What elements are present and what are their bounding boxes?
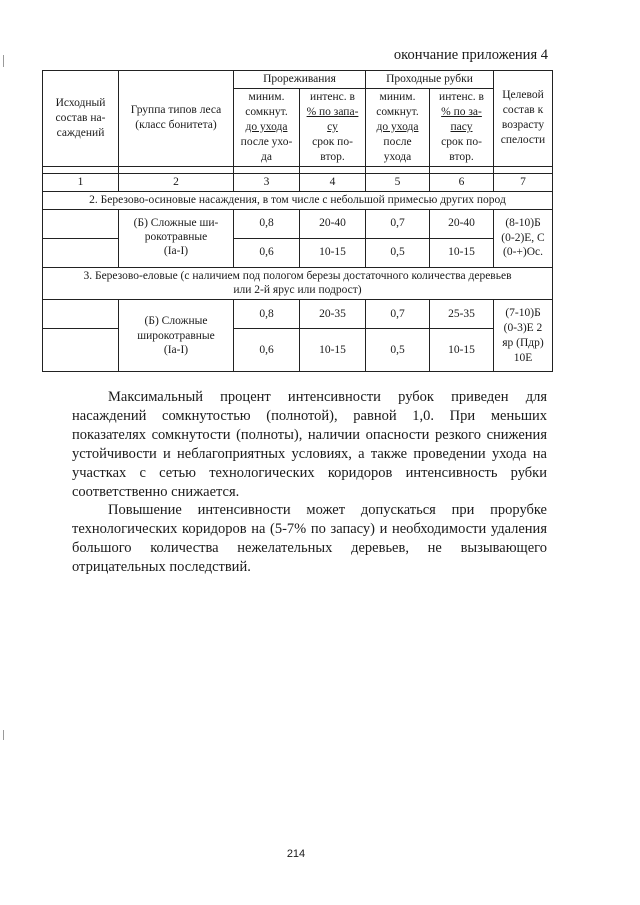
header-text-line: интенс. в bbox=[439, 90, 484, 103]
column-number: 6 bbox=[430, 173, 494, 191]
min-density-value: 0,8 bbox=[234, 300, 300, 329]
column-number: 3 bbox=[234, 173, 300, 191]
intensity-value: 25-35 bbox=[430, 300, 494, 329]
spacer-row bbox=[43, 166, 553, 173]
header-text-line: ухода bbox=[383, 150, 412, 163]
section-3-title bbox=[43, 267, 553, 300]
min-density-value: 0,5 bbox=[366, 238, 430, 267]
column-number: 1 bbox=[43, 173, 119, 191]
forest-type-cell bbox=[119, 300, 234, 372]
target-composition-cell bbox=[494, 209, 553, 267]
forest-type-line: широкотравные bbox=[137, 329, 215, 342]
forest-type-cell bbox=[119, 209, 234, 267]
target-line: (8-10)Б bbox=[505, 216, 541, 229]
intensity-value: 10-15 bbox=[300, 238, 366, 267]
section-title-row bbox=[43, 267, 553, 300]
table-row bbox=[43, 209, 553, 238]
intensity-value: 10-15 bbox=[300, 329, 366, 372]
header-text-line: после ухо- bbox=[240, 135, 293, 148]
header-initial-composition: Исходный состав на-саждений bbox=[43, 71, 119, 167]
forest-type-line: (Б) Сложные bbox=[144, 315, 208, 328]
table-row bbox=[43, 300, 553, 329]
column-number: 7 bbox=[494, 173, 553, 191]
section-2-title: 2. Березово-осиновые насаждения, в том числе с небольшой примесью других пород bbox=[43, 191, 553, 209]
paragraph: Максимальный процент интенсивности рубок приведен для насаждений сомкнутостью (полнотой), равной 1,0. При меньших показателях сомкнутости (полноты), наличии опасности резкого снижения устойчивости и неблагоприятных условиях, а также проведении ухода на участках с сетью технологических коридоров интенсивность рубки соответственно снижается. bbox=[72, 389, 547, 500]
header-text-line: втор. bbox=[449, 150, 474, 163]
header-min-density-passage bbox=[366, 88, 430, 166]
header-text-line: втор. bbox=[320, 150, 345, 163]
min-density-value: 0,8 bbox=[234, 209, 300, 238]
scan-margin-mark bbox=[3, 55, 4, 67]
empty-cell bbox=[43, 300, 119, 329]
header-thinning: Прореживания bbox=[234, 71, 366, 89]
target-line: 10Е bbox=[513, 351, 533, 364]
empty-cell bbox=[43, 209, 119, 238]
thinning-table bbox=[42, 70, 553, 372]
intensity-value: 20-40 bbox=[430, 209, 494, 238]
column-number: 5 bbox=[366, 173, 430, 191]
header-text-line: до ухода bbox=[376, 120, 419, 133]
intensity-value: 20-35 bbox=[300, 300, 366, 329]
header-text-line: до ухода bbox=[245, 120, 288, 133]
header-text-line: миним. bbox=[248, 90, 285, 103]
header-text-line: пасу bbox=[450, 120, 473, 133]
section-title-line: 3. Березово-еловые (с наличием под пологом березы достаточного количества деревьев bbox=[83, 269, 512, 282]
min-density-value: 0,6 bbox=[234, 238, 300, 267]
section-title-line: или 2-й ярус или подрост) bbox=[233, 284, 362, 297]
target-line: (0-+)Ос. bbox=[502, 246, 543, 259]
header-text-line: интенс. в bbox=[310, 90, 355, 103]
min-density-value: 0,7 bbox=[366, 209, 430, 238]
section-title-row bbox=[43, 191, 553, 209]
header-passage-cutting: Проходные рубки bbox=[366, 71, 494, 89]
table-header-row bbox=[43, 71, 553, 89]
min-density-value: 0,6 bbox=[234, 329, 300, 372]
forest-type-line: (Б) Сложные ши- bbox=[133, 217, 219, 230]
intensity-value: 10-15 bbox=[430, 238, 494, 267]
header-text-line: да bbox=[261, 150, 272, 163]
header-intensity-passage bbox=[430, 88, 494, 166]
header-text-line: % по за- bbox=[441, 105, 482, 118]
min-density-value: 0,7 bbox=[366, 300, 430, 329]
empty-cell bbox=[43, 329, 119, 372]
target-line: (0-3)Е 2 bbox=[503, 321, 543, 334]
header-min-density-thinning bbox=[234, 88, 300, 166]
column-number: 4 bbox=[300, 173, 366, 191]
header-text-line: после bbox=[383, 135, 412, 148]
target-line: (7-10)Б bbox=[505, 307, 541, 319]
header-text-line: % по запа- bbox=[306, 105, 359, 118]
target-composition-cell bbox=[494, 300, 553, 372]
forest-type-line: (Iа-I) bbox=[163, 344, 189, 357]
page-number: 214 bbox=[286, 848, 306, 860]
header-text-line: су bbox=[327, 120, 338, 133]
header-text-line: сомкнут. bbox=[245, 105, 288, 118]
column-number-row bbox=[43, 173, 553, 191]
forest-type-line: (Iа-I) bbox=[163, 244, 189, 257]
header-text-line: срок по- bbox=[312, 135, 353, 148]
header-text-line: срок по- bbox=[441, 135, 482, 148]
header-text-line: сомкнут. bbox=[376, 105, 419, 118]
intensity-value: 10-15 bbox=[430, 329, 494, 372]
header-target-composition: Целевой состав к возрасту спелости bbox=[494, 71, 553, 167]
body-text bbox=[72, 388, 547, 577]
min-density-value: 0,5 bbox=[366, 329, 430, 372]
scan-margin-mark bbox=[3, 730, 4, 740]
intensity-value: 20-40 bbox=[300, 209, 366, 238]
header-forest-type-group: Группа типов леса (класс бонитета) bbox=[119, 71, 234, 167]
target-line: яр (Пдр) bbox=[502, 336, 544, 349]
header-intensity-thinning bbox=[300, 88, 366, 166]
paragraph: Повышение интенсивности может допускаться при прорубке технологических коридоров на (5-7% по запасу) и необходимости удаления большого количества нежелательных деревьев, не вызывающего отрицательных последствий. bbox=[72, 502, 547, 576]
empty-cell bbox=[43, 238, 119, 267]
forest-type-line: рокотравные bbox=[144, 231, 208, 244]
column-number: 2 bbox=[119, 173, 234, 191]
target-line: (0-2)Е, С bbox=[501, 231, 545, 244]
appendix-caption: окончание приложения 4 bbox=[393, 47, 548, 63]
header-text-line: миним. bbox=[379, 90, 416, 103]
